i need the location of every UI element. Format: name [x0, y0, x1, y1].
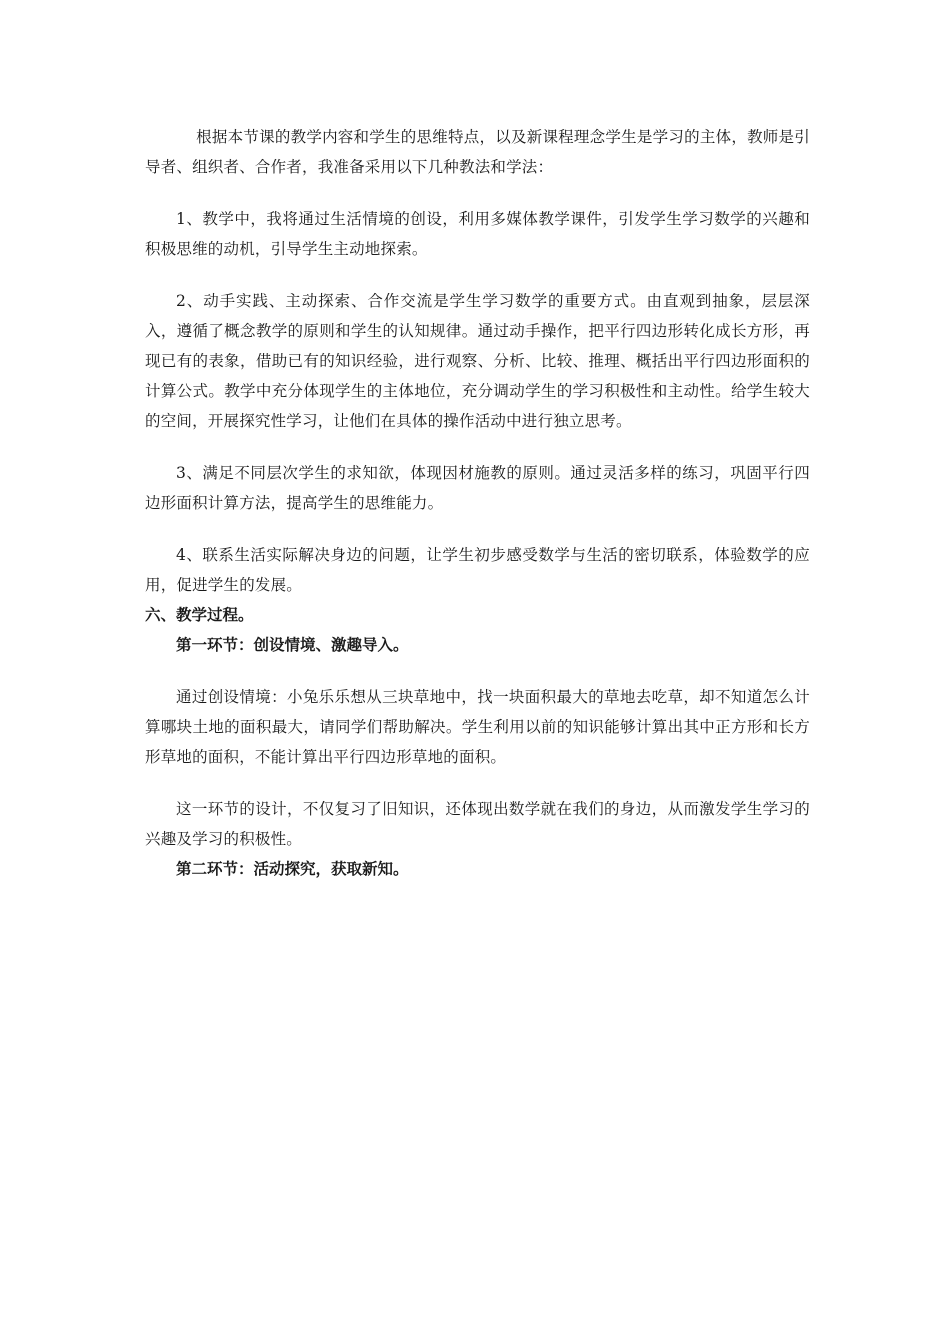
- method-4-paragraph: 4、联系生活实际解决身边的问题，让学生初步感受数学与生活的密切联系，体验数学的应用，促进学生的发展。: [145, 546, 810, 594]
- document-page: [145, 122, 810, 884]
- stage-1-heading: 第一环节：创设情境、激趣导入。: [176, 635, 409, 654]
- method-3-paragraph: 3、满足不同层次学生的求知欲，体现因材施教的原则。通过灵活多样的练习，巩固平行四边形面积计算方法，提高学生的思维能力。: [145, 464, 810, 512]
- method-1-paragraph: 1、教学中，我将通过生活情境的创设，利用多媒体教学课件，引发学生学习数学的兴趣和积极思维的动机，引导学生主动地探索。: [145, 210, 810, 258]
- intro-paragraph: 根据本节课的教学内容和学生的思维特点，以及新课程理念学生是学习的主体，教师是引导者、组织者、合作者，我准备采用以下几种教法和学法：: [145, 128, 810, 176]
- stage-1-paragraph-2: 这一环节的设计，不仅复习了旧知识，还体现出数学就在我们的身边，从而激发学生学习的兴趣及学习的积极性。: [145, 800, 810, 848]
- method-2-paragraph: 2、动手实践、主动探索、合作交流是学生学习数学的重要方式。由直观到抽象，层层深入，遵循了概念教学的原则和学生的认知规律。通过动手操作，把平行四边形转化成长方形，再现已有的表象，借助已有的知识经验，进行观察、分析、比较、推理、概括出平行四边形面积的计算公式。教学中充分体现学生的主体地位，充分调动学生的学习积极性和主动性。给学生较大的空间，开展探究性学习，让他们在具体的操作活动中进行独立思考。: [145, 292, 810, 430]
- section-6-heading: 六、教学过程。: [145, 605, 254, 624]
- stage-2-heading: 第二环节：活动探究，获取新知。: [176, 859, 409, 878]
- stage-1-paragraph-1: 通过创设情境：小兔乐乐想从三块草地中，找一块面积最大的草地去吃草，却不知道怎么计算哪块土地的面积最大，请同学们帮助解决。学生利用以前的知识能够计算出其中正方形和长方形草地的面积，不能计算出平行四边形草地的面积。: [145, 688, 810, 766]
